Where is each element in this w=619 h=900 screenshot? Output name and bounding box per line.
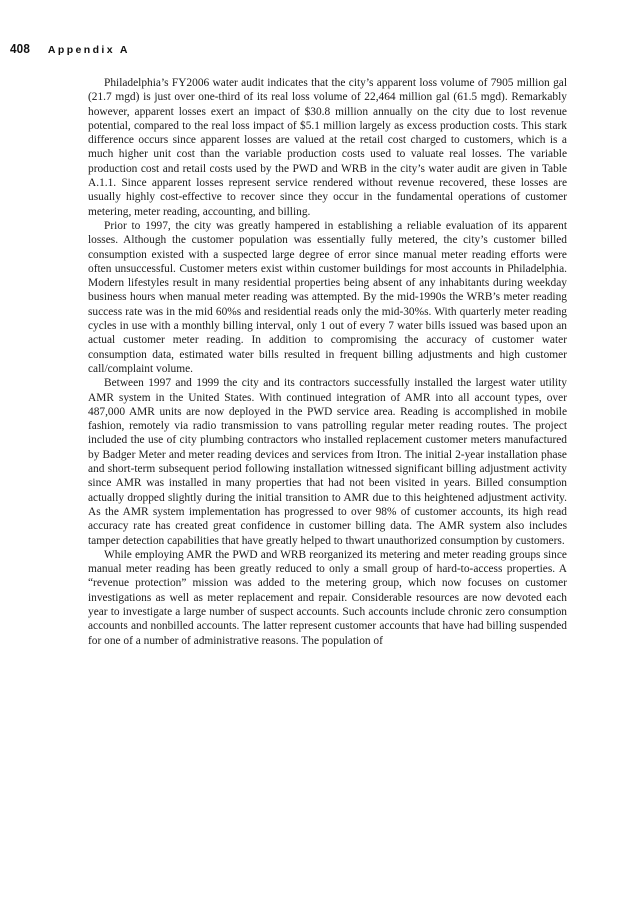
running-head: [10, 41, 130, 58]
running-head-title: Appendix A: [47, 44, 130, 56]
paragraph-revenue-protection: While employing AMR the PWD and WRB reorganized its metering and meter reading groups since manual meter reading has been greatly reduced to only a small group of hard-to-access properties. A “revenue protection” mission was added to the metering group, which now focuses on customer investigations as well as meter replacement and repair. Considerable resources are now devoted each year to investigate a large number of suspect accounts. Such accounts include chronic zero consumption accounts and nonbilled accounts. The latter represent customer accounts that have had billing suspended for one of a number of administrative reasons. The population of: [88, 548, 567, 647]
body-text: [88, 76, 567, 648]
paragraph-water-audit: Philadelphia’s FY2006 water audit indicates that the city’s apparent loss volume of 7905 million gal (21.7 mgd) is just over one-third of its real loss volume of 22,464 million gal (61.5 mgd). Remarkably however, apparent losses exert an impact of $30.8 million annually on the city due to lost revenue potential, compared to the real loss impact of $5.1 million largely as excess production costs. This stark difference occurs since apparent losses are valued at the retail cost charged to customers, which is a much higher unit cost than the variable production costs used to valuate real losses. The variable production cost and retail costs used by the PWD and WRB in the city’s water audit are given in Table A.1.1. Since apparent losses represent service rendered without revenue recovered, these losses are usually highly cost-effective to recover since they occur in the fundamental operations of customer metering, meter reading, accounting, and billing.: [88, 77, 567, 218]
paragraph-prior-to-1997: Prior to 1997, the city was greatly hampered in establishing a reliable evaluation of its apparent losses. Although the customer population was essentially fully metered, the city’s customer billed consumption existed with a suspected large degree of error since manual meter reading efforts were often unsuccessful. Customer meters exist within customer buildings for most accounts in Philadelphia. Modern lifestyles result in many residential properties being absent of any inhabitants during weekday business hours when manual meter reading was attempted. By the mid-1990s the WRB’s meter reading success rate was in the mid 60%s and residential reads only the mid-30%s. With quarterly meter reading cycles in use with a monthly billing interval, only 1 out of every 7 water bills issued was based upon an actual customer meter reading. In addition to compromising the accuracy of customer water consumption data, estimated water bills resulted in frequent billing adjustments and high customer call/complaint volume.: [88, 219, 567, 375]
paragraph-amr-installation: Between 1997 and 1999 the city and its contractors successfully installed the largest water utility AMR system in the United States. With continued integration of AMR into all account types, over 487,000 AMR units are now deployed in the PWD service area. Reading is accomplished in mobile fashion, remotely via radio transmission to vans patrolling regular meter reading routes. The project included the use of city plumbing contractors who installed replacement customer meters manufactured by Badger Meter and meter reading devices and services from Itron. The initial 2-year installation phase and short-term subsequent period following installation witnessed significant billing adjustment activity since AMR was installed in many properties that had not been visited in years. Billed consumption actually dropped slightly during the initial transition to AMR due to this heightened adjustment activity. As the AMR system implementation has progressed to over 98% of customer accounts, its high read accuracy rate has created great confidence in customer billing data. The AMR system also includes tamper detection capabilities that have greatly helped to thwart unauthorized consumption by customers.: [88, 377, 567, 547]
page-number: 408: [10, 41, 31, 56]
